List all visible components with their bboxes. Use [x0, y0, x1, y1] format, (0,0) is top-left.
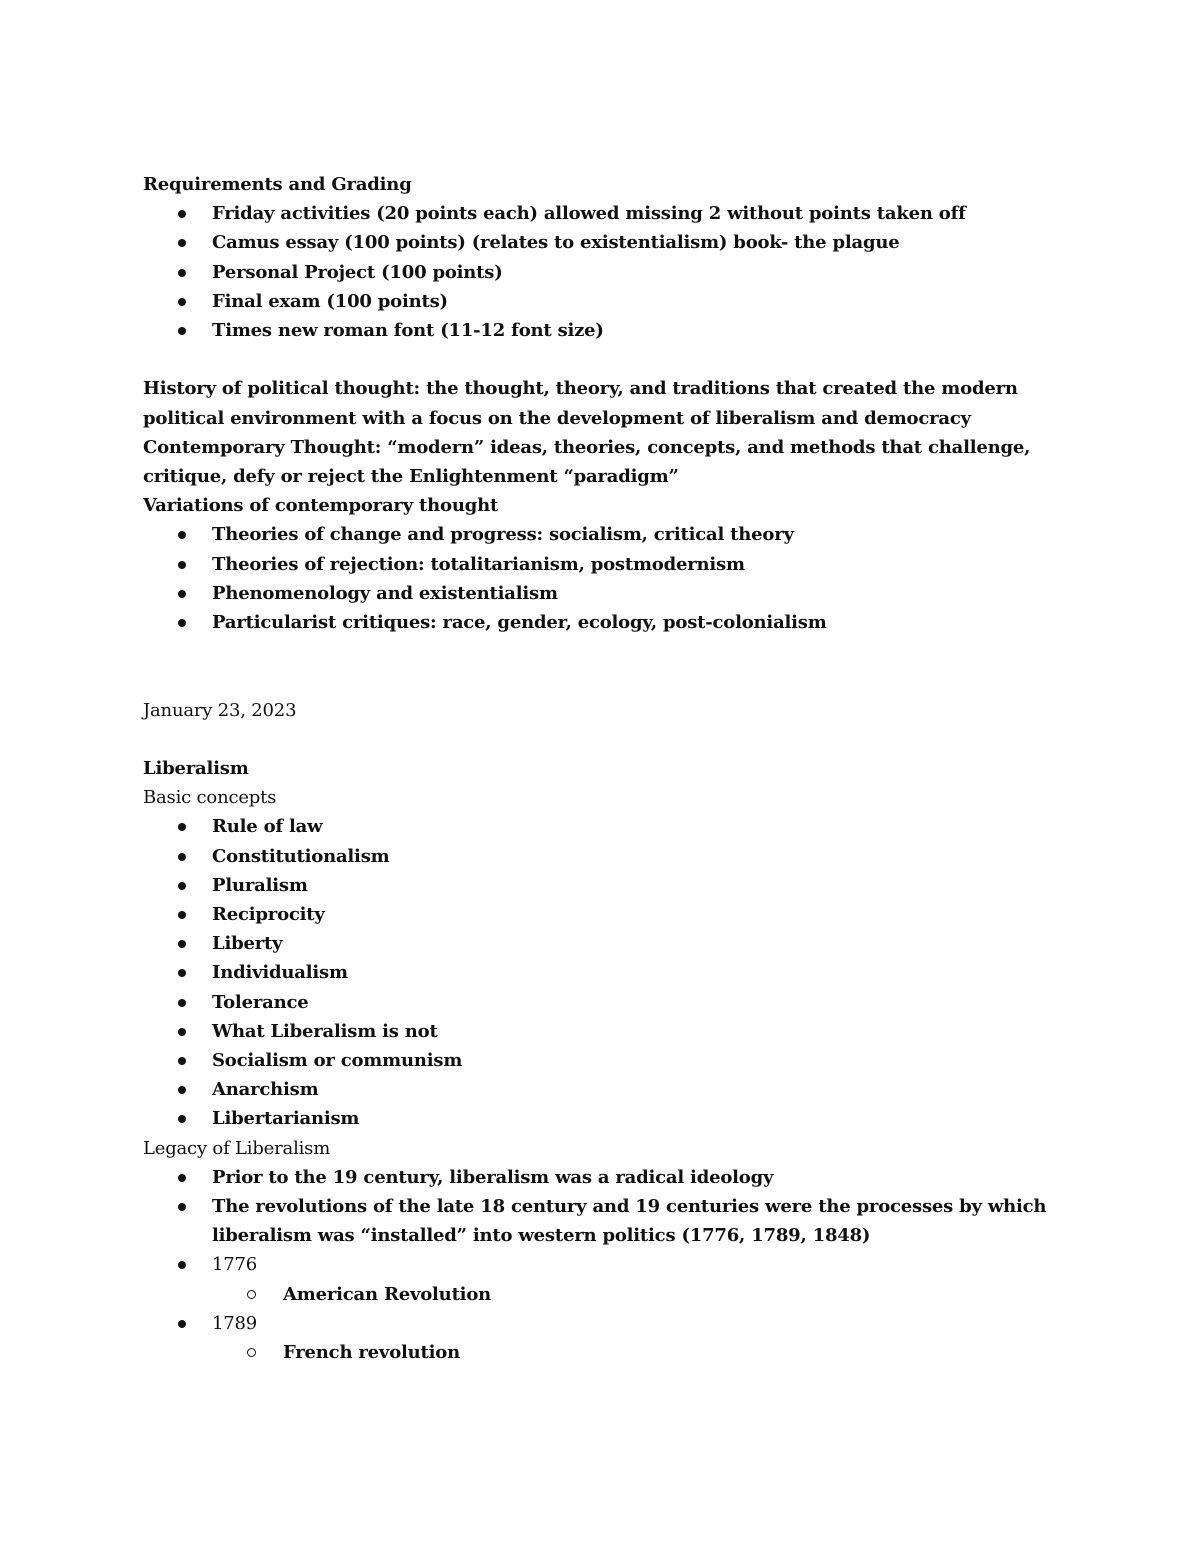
sub-list	[212, 1280, 1063, 1309]
list-item: Friday activities (20 points each) allowed missing 2 without points taken off	[212, 199, 1063, 228]
list-item: Times new roman font (11-12 font size)	[212, 316, 1063, 345]
year-label: 1789	[212, 1312, 258, 1334]
legacy-list	[143, 1163, 1063, 1367]
variations-heading: Variations of contemporary thought	[143, 495, 499, 517]
list-item: Rule of law	[212, 812, 1063, 841]
list-item: Camus essay (100 points) (relates to existentialism) book- the plague	[212, 228, 1063, 257]
requirements-list	[143, 199, 1063, 345]
list-item: Constitutionalism	[212, 842, 1063, 871]
year-label: 1776	[212, 1254, 258, 1276]
list-item: Theories of rejection: totalitarianism, postmodernism	[212, 550, 1063, 579]
document-body	[143, 170, 1063, 1367]
list-item: Personal Project (100 points)	[212, 258, 1063, 287]
list-item: Libertarianism	[212, 1104, 1063, 1133]
list-item: The revolutions of the late 18 century and 19 centuries were the processes by which liberalism was “installed” into western politics (1776, 1789, 1848)	[212, 1192, 1063, 1250]
list-item: Liberty	[212, 929, 1063, 958]
sub-list	[212, 1338, 1063, 1367]
list-item: Anarchism	[212, 1075, 1063, 1104]
year-item	[212, 1250, 1063, 1308]
liberalism-heading: Liberalism	[143, 758, 249, 780]
list-item: Phenomenology and existentialism	[212, 579, 1063, 608]
requirements-heading: Requirements and Grading	[143, 174, 412, 195]
list-item: Pluralism	[212, 871, 1063, 900]
basic-concepts-list	[143, 812, 1063, 1133]
legacy-label: Legacy of Liberalism	[143, 1137, 331, 1159]
spacer	[143, 725, 1063, 754]
list-item: Individualism	[212, 958, 1063, 987]
list-item: What Liberalism is not	[212, 1017, 1063, 1046]
history-definition: History of political thought: the thought, theory, and traditions that created the modern political environment with a focus on the development of liberalism and democracy	[143, 378, 1018, 429]
spacer	[143, 637, 1063, 695]
basic-concepts-label: Basic concepts	[143, 787, 277, 809]
contemporary-definition: Contemporary Thought: “modern” ideas, theories, concepts, and methods that challenge, critique, defy or reject the Enlightenment “paradigm”	[143, 436, 1031, 488]
list-item: Socialism or communism	[212, 1046, 1063, 1075]
list-item: Theories of change and progress: socialism, critical theory	[212, 520, 1063, 549]
list-item: Final exam (100 points)	[212, 287, 1063, 316]
year-item	[212, 1309, 1063, 1367]
list-item: Particularist critiques: race, gender, ecology, post-colonialism	[212, 608, 1063, 637]
spacer	[143, 345, 1063, 374]
list-item: Tolerance	[212, 988, 1063, 1017]
list-item: Prior to the 19 century, liberalism was a radical ideology	[212, 1163, 1063, 1192]
date-line: January 23, 2023	[143, 699, 297, 721]
list-item: Reciprocity	[212, 900, 1063, 929]
sub-list-item: French revolution	[283, 1338, 1063, 1367]
variations-list	[143, 520, 1063, 637]
sub-list-item: American Revolution	[283, 1280, 1063, 1309]
